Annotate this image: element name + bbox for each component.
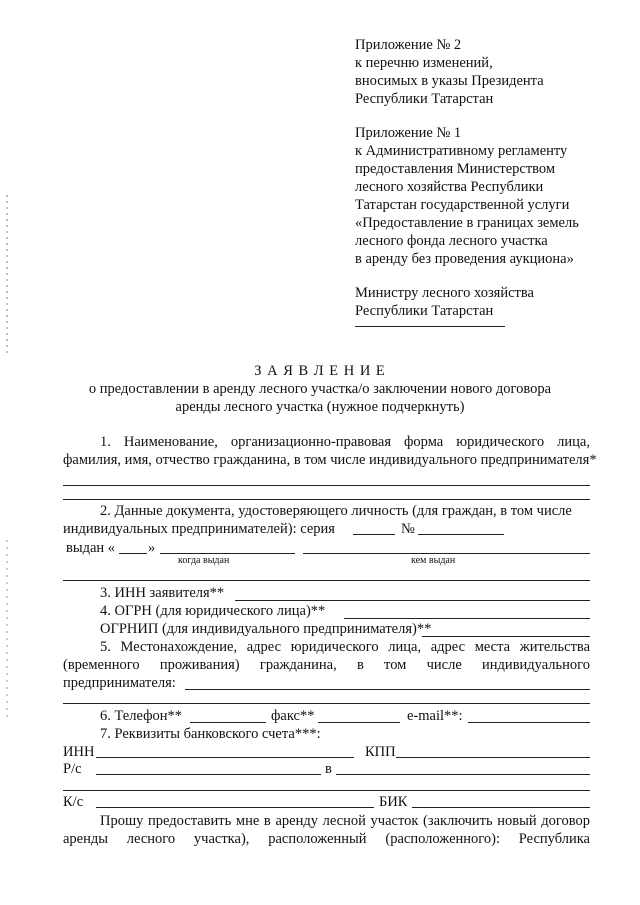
appendix1-line: к Административному регламенту [355,143,568,159]
fax-label: факс** [271,708,315,724]
appendix1-title: Приложение № 1 [355,125,462,141]
appendix2-title: Приложение № 2 [355,37,462,53]
fax-field[interactable] [318,722,400,723]
item5-text-3: предпринимателя: [63,675,176,691]
item5-text: 5. Местонахождение, адрес юридического лица, адрес места жительства [100,639,590,655]
item1-field-2[interactable] [63,499,590,500]
issued-quote: » [148,540,156,556]
appendix1-line: «Предоставление в границах земель [355,215,579,231]
addressee-signature-line[interactable] [355,326,505,327]
email-field[interactable] [468,722,590,723]
appendix1-line: в аренду без проведения аукциона» [355,251,574,267]
bank-name-field[interactable] [336,774,590,775]
item4b-label: ОГРНИП (для индивидуального предпринимателя)** [100,621,432,637]
bank-in-label: в [325,761,332,777]
ogrnip-field[interactable] [422,636,590,637]
when-issued-caption: когда выдан [178,555,230,566]
kpp-label: КПП [365,744,396,760]
addressee-line: Министру лесного хозяйства [355,285,534,301]
who-issued-caption: кем выдан [411,555,456,566]
document-title: З А Я В Л Е Н И Е [254,363,386,379]
ogrn-field[interactable] [344,618,590,619]
document-subtitle: о предоставлении в аренду лесного участка/о заключении нового договора [88,381,552,397]
address-field-2[interactable] [63,703,590,704]
item5-text-2: (временного проживания) гражданина, в том числе индивидуального [63,657,590,673]
rs-field[interactable] [96,774,321,775]
item2-series-label: индивидуальных предпринимателей): серия [63,521,335,537]
address-field[interactable] [185,689,590,690]
issued-day-field[interactable] [119,553,147,554]
item1-text-2: фамилия, имя, отчество гражданина, в том числе индивидуального предпринимателя* [63,452,597,468]
passport-series-field[interactable] [353,534,395,535]
item4-label: 4. ОГРН (для юридического лица)** [100,603,326,619]
appendix1-line: лесного фонда лесного участка [355,233,548,249]
bik-label: БИК [379,794,408,810]
scan-margin-marks-lower [6,540,8,720]
appendix1-line: лесного хозяйства Республики [355,179,544,195]
appendix1-line: предоставления Министерством [355,161,556,177]
item3-label: 3. ИНН заявителя** [100,585,225,601]
issued-date-field[interactable] [160,553,295,554]
passport-number-field[interactable] [418,534,504,535]
appendix2-line: к перечню изменений, [355,55,493,71]
bik-field[interactable] [412,807,590,808]
kpp-field[interactable] [396,757,590,758]
appendix2-line: Республики Татарстан [355,91,494,107]
inn-applicant-field[interactable] [235,600,590,601]
scan-margin-marks [6,195,8,355]
appendix2-line: вносимых в указы Президента [355,73,544,89]
request-text: Прошу предоставить мне в аренду лесной участок (заключить новый договор [100,813,590,829]
email-label: e-mail**: [407,708,463,724]
item7-label: 7. Реквизиты банковского счета***: [100,726,321,742]
inn-label: ИНН [63,744,95,760]
request-text-2: аренды лесного участка), расположенный (расположенного): Республика [63,831,590,847]
issued-by-field[interactable] [303,553,590,554]
appendix1-line: Татарстан государственной услуги [355,197,570,213]
item2-text: 2. Данные документа, удостоверяющего личность (для граждан, в том числе [100,503,572,519]
item1-field[interactable] [63,485,590,486]
rs-label: Р/с [63,761,82,777]
item1-text: 1. Наименование, организационно-правовая форма юридического лица, [100,434,590,450]
phone-label: 6. Телефон** [100,708,182,724]
issued-label: выдан « [66,540,116,556]
phone-field[interactable] [190,722,266,723]
addressee-line: Республики Татарстан [355,303,494,319]
bank-extra-field[interactable] [63,790,590,791]
ks-field[interactable] [96,807,374,808]
document-subtitle-2: аренды лесного участка (нужное подчеркнуть) [175,399,465,415]
ks-label: К/с [63,794,84,810]
bank-inn-field[interactable] [96,757,354,758]
item2-field-extra[interactable] [63,580,590,581]
item2-number-label: № [401,521,415,537]
